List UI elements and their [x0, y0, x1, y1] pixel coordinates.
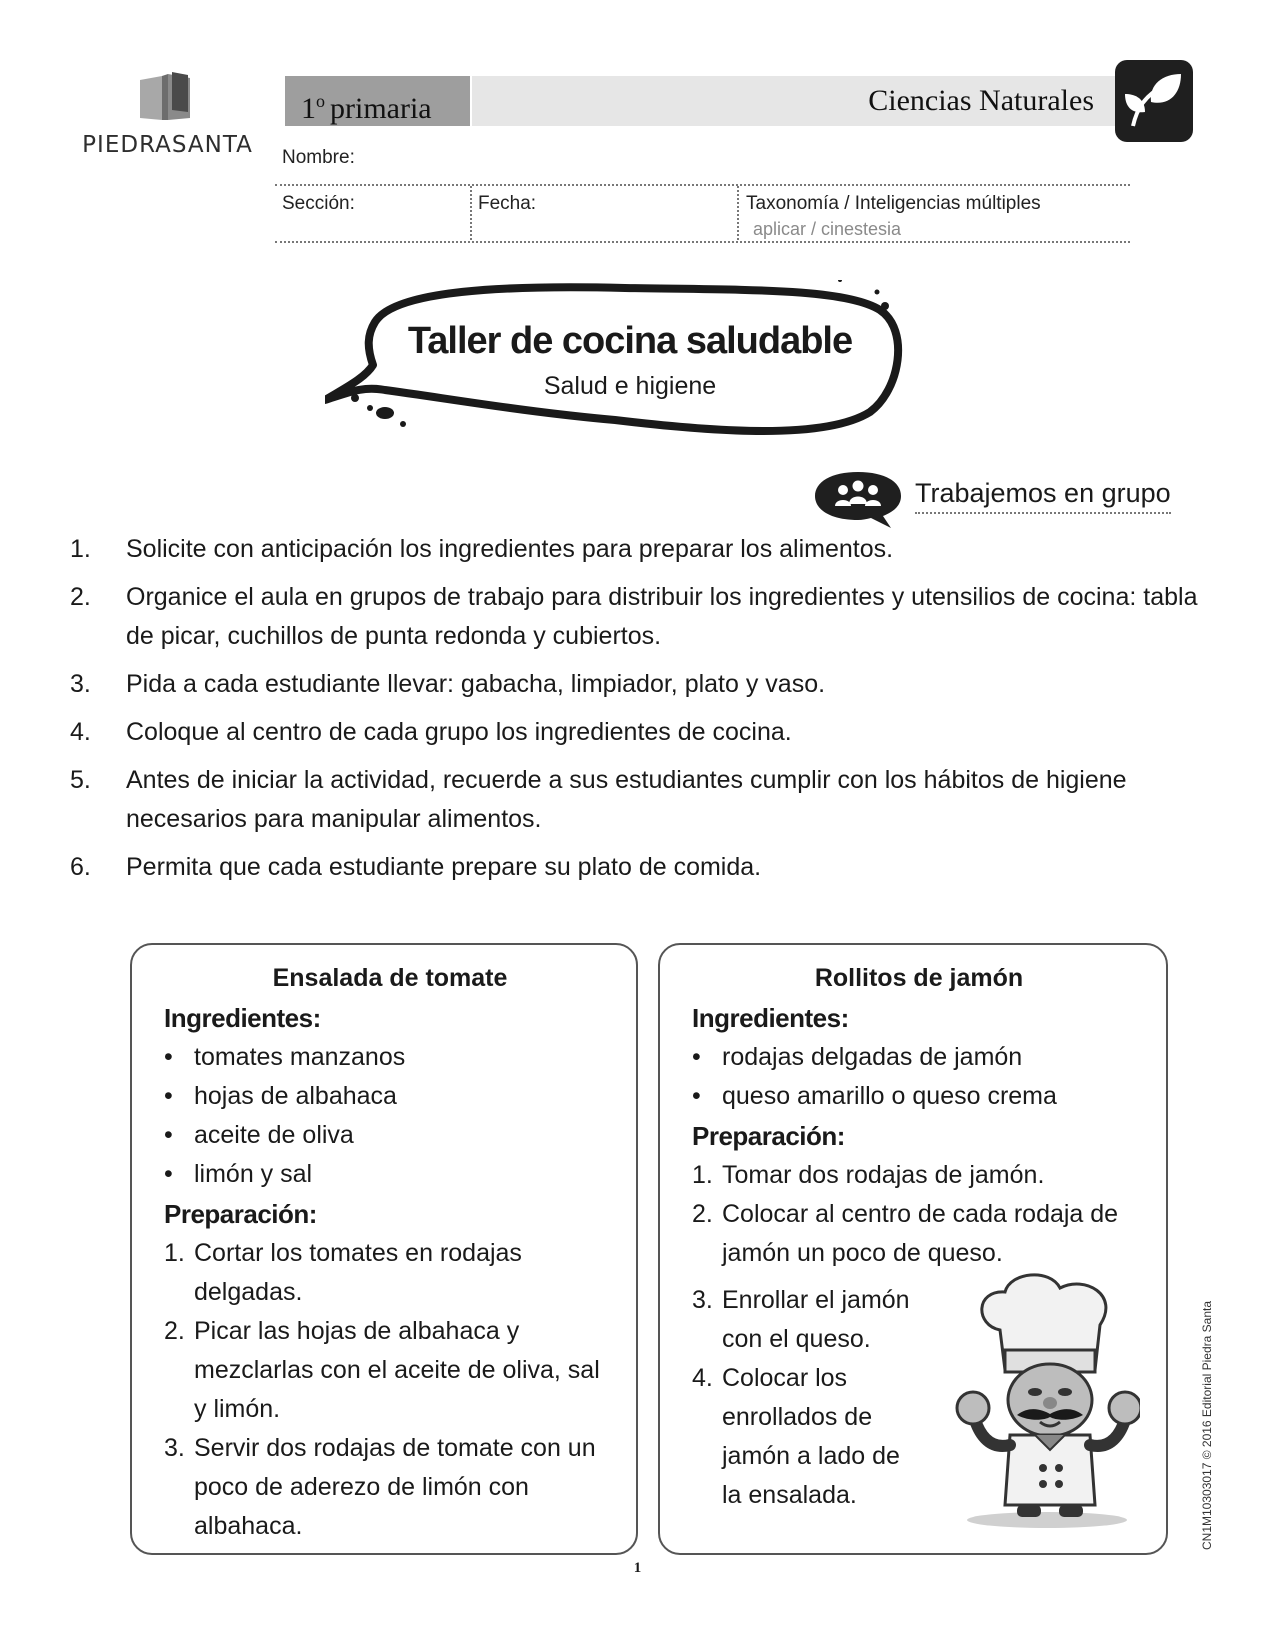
instruction-text: Pida a cada estudiante llevar: gabacha, limpiador, plato y vaso. [126, 670, 826, 698]
group-work-label: Trabajemos en grupo [915, 478, 1171, 514]
instruction-text: Organice el aula en grupos de trabajo para distribuir los ingredientes y utensilios de cocina: tabla de picar, cuchillos de punta redonda y cubiertos. [126, 583, 1198, 650]
taxonomy-label: Taxonomía / Inteligencias múltiples [746, 193, 1041, 214]
instruction-number: 1. [70, 535, 91, 563]
step-number: 3. [164, 1434, 185, 1462]
step-number: 3. [692, 1286, 713, 1314]
ingredient-text: aceite de oliva [194, 1121, 354, 1149]
preparation-heading: Preparación: [692, 1121, 845, 1151]
divider [470, 186, 472, 240]
step-text: Tomar dos rodajas de jamón. [722, 1161, 1045, 1189]
instruction-number: 4. [70, 718, 91, 746]
instruction-text: Coloque al centro de cada grupo los ingredientes de cocina. [126, 718, 792, 746]
step-text: Servir dos rodajas de tomate con un poco de aderezo de limón con albahaca. [194, 1434, 596, 1540]
instruction-item [70, 761, 1200, 839]
grade-number: 1 [301, 92, 316, 125]
preparation-step [164, 1312, 616, 1429]
instruction-number: 5. [70, 766, 91, 794]
ingredient-text: queso amarillo o queso crema [722, 1082, 1057, 1110]
instruction-item [70, 665, 1200, 704]
instruction-item [70, 848, 1200, 887]
group-people-icon [813, 470, 903, 530]
preparation-heading: Preparación: [164, 1199, 317, 1229]
ingredients-list [164, 1038, 616, 1194]
ingredients-list [692, 1038, 1146, 1116]
title-cloud-frame [325, 280, 935, 455]
publisher-logo [70, 72, 265, 162]
instruction-text: Permita que cada estudiante prepare su plato de comida. [126, 853, 762, 881]
preparation-step [692, 1359, 922, 1515]
ingredient-item [164, 1116, 616, 1155]
ingredient-text: tomates manzanos [194, 1043, 406, 1071]
instruction-text: Solicite con anticipación los ingredientes para preparar los alimentos. [126, 535, 894, 563]
divider [737, 186, 739, 240]
preparation-list [164, 1234, 616, 1546]
ingredient-text: rodajas delgadas de jamón [722, 1043, 1023, 1071]
bullet: • [164, 1121, 173, 1149]
preparation-step [692, 1281, 922, 1359]
ingredient-item [164, 1155, 616, 1194]
instruction-number: 3. [70, 670, 91, 698]
step-number: 2. [692, 1200, 713, 1228]
recipe-title: Rollitos de jamón [814, 964, 1024, 992]
step-number: 1. [692, 1161, 713, 1189]
divider [275, 241, 1130, 243]
bullet: • [692, 1043, 701, 1071]
preparation-step [692, 1195, 1146, 1273]
section-label: Sección: [282, 193, 355, 214]
instruction-item [70, 530, 1200, 569]
bullet: • [164, 1043, 173, 1071]
ingredient-item [164, 1077, 616, 1116]
step-text: Enrollar el jamón con el queso. [722, 1286, 910, 1353]
step-text: Colocar al centro de cada rodaja de jamón un poco de queso. [722, 1200, 1119, 1267]
bullet: • [164, 1082, 173, 1110]
preparation-step [164, 1429, 616, 1546]
ingredient-text: limón y sal [194, 1160, 313, 1188]
recipe-card-salad [130, 943, 638, 1555]
publisher-name: PIEDRASANTA [82, 132, 253, 158]
ingredient-item [692, 1077, 1146, 1116]
grade-ordinal: o [316, 91, 325, 111]
book-icon [138, 72, 194, 122]
recipe-title: Ensalada de tomate [272, 964, 508, 992]
preparation-step [692, 1156, 1146, 1195]
divider [275, 184, 1130, 186]
grade-text: primaria [330, 92, 432, 125]
preparation-step [164, 1234, 616, 1312]
instruction-item [70, 713, 1200, 752]
page-number: 1 [633, 1560, 642, 1576]
taxonomy-values: aplicar / cinestesia [753, 219, 902, 239]
subject-title: Ciencias Naturales [472, 76, 1122, 126]
ingredient-text: hojas de albahaca [194, 1082, 397, 1110]
ingredient-item [164, 1038, 616, 1077]
step-text: Cortar los tomates en rodajas delgadas. [194, 1239, 522, 1306]
ingredient-item [692, 1038, 1146, 1077]
bullet: • [164, 1160, 173, 1188]
step-number: 4. [692, 1364, 713, 1392]
date-label: Fecha: [478, 193, 537, 214]
step-text: Picar las hojas de albahaca y mezclarlas con el aceite de oliva, sal y limón. [194, 1317, 600, 1423]
copyright-notice: CN1M10303017 © 2016 Editorial Piedra Santa [1200, 1301, 1214, 1550]
worksheet-subtitle: Salud e higiene [543, 372, 717, 400]
leaf-icon [1115, 60, 1193, 142]
bullet: • [692, 1082, 701, 1110]
worksheet-title: Taller de cocina saludable [407, 320, 853, 362]
step-number: 1. [164, 1239, 185, 1267]
chef-illustration [955, 1270, 1140, 1530]
grade-label [285, 76, 470, 126]
instruction-number: 2. [70, 583, 91, 611]
step-text: Colocar los enrollados de jamón a lado de la ensalada. [722, 1364, 900, 1509]
instruction-text: Antes de iniciar la actividad, recuerde a sus estudiantes cumplir con los hábitos de higiene necesarios para manipular alimentos. [126, 766, 1127, 833]
step-number: 2. [164, 1317, 185, 1345]
instructions-list [70, 530, 1200, 896]
instruction-number: 6. [70, 853, 91, 881]
ingredients-heading: Ingredientes: [692, 1003, 849, 1033]
instruction-item [70, 578, 1200, 656]
ingredients-heading: Ingredientes: [164, 1003, 321, 1033]
name-label: Nombre: [282, 147, 355, 168]
